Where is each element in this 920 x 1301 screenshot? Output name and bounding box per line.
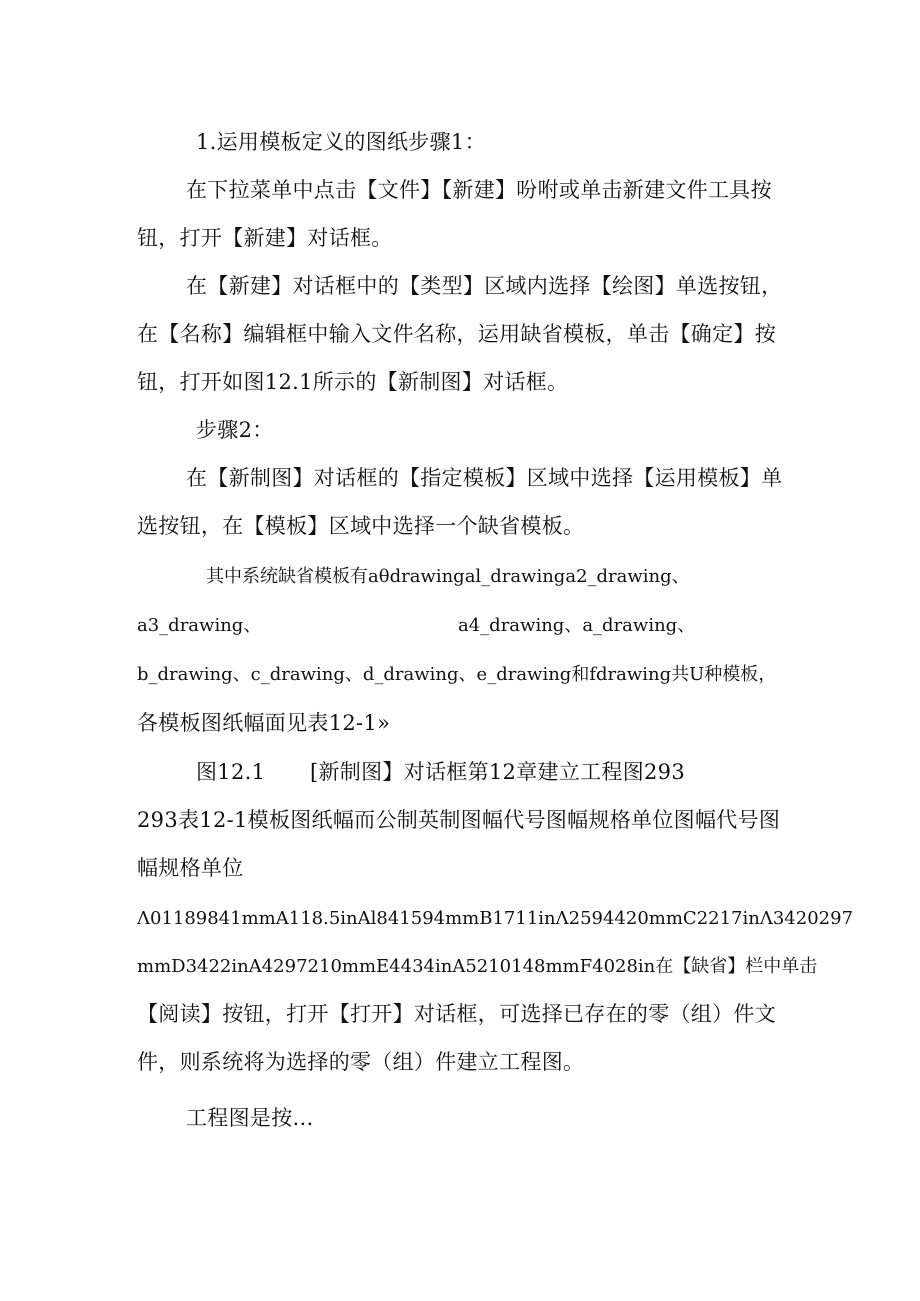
paragraph-line: 在【名称】编辑框中输入文件名称，运用缺省模板，单击【确定】按 [137, 322, 776, 346]
paragraph-line: b_drawing、c_drawing、d_drawing、e_drawing和fdrawing共U种模板， [137, 664, 777, 685]
paragraph-line: 钮，打开如图12.1所示的【新制图】对话框。 [137, 370, 569, 394]
paragraph-line: a3_drawing、 [137, 615, 262, 636]
figure-caption-title: [新制图】对话框第12章建立工程图293 [310, 760, 685, 784]
paragraph-line: 在【新建】对话框中的【类型】区域内选择【绘图】单选按钮， [186, 274, 783, 298]
step2-heading: 步骤2： [196, 418, 274, 442]
table-caption-line: 幅规格单位 [137, 856, 244, 880]
table-caption-line: 293表12-1模板图纸幅而公制英制图幅代号图幅规格单位图幅代号图 [137, 808, 781, 832]
paragraph-line: 各模板图纸幅面见表12-1» [137, 711, 391, 735]
paragraph-line: 【阅读】按钮，打开【打开】对话框，可选择已存在的零（组）件文 [137, 1002, 776, 1026]
paragraph-line: a4_drawing、a_drawing、 [458, 615, 696, 636]
paragraph-line: 其中系统缺省模板有aθdrawingal_drawinga2_drawing、 [206, 566, 690, 587]
paragraph-line: 在下拉菜单中点击【文件】【新建】吩咐或单击新建文件工具按 [186, 178, 772, 202]
paragraph-line: 选按钮，在【模板】区域中选择一个缺省模板。 [137, 514, 585, 538]
paragraph-line: 钮，打开【新建】对话框。 [137, 226, 393, 250]
paragraph-line: 在【新制图】对话框的【指定模板】区域中选择【运用模板】单 [186, 466, 783, 490]
step1-heading: 1.运用模板定义的图纸步骤1： [196, 130, 486, 154]
paragraph-line: 工程图是按... [186, 1106, 314, 1130]
table-data-line: mmD3422inA4297210mmE4434inA5210148mmF4028in在【缺省】栏中单击 [137, 956, 818, 977]
paragraph-line: 件，则系统将为选择的零（组）件建立工程图。 [137, 1050, 585, 1074]
table-data-line: Λ01189841mmA118.5inAl841594mmB1711inΛ2594420mmC2217inΛ3420297 [137, 908, 854, 929]
figure-caption-label: 图12.1 [196, 760, 266, 784]
